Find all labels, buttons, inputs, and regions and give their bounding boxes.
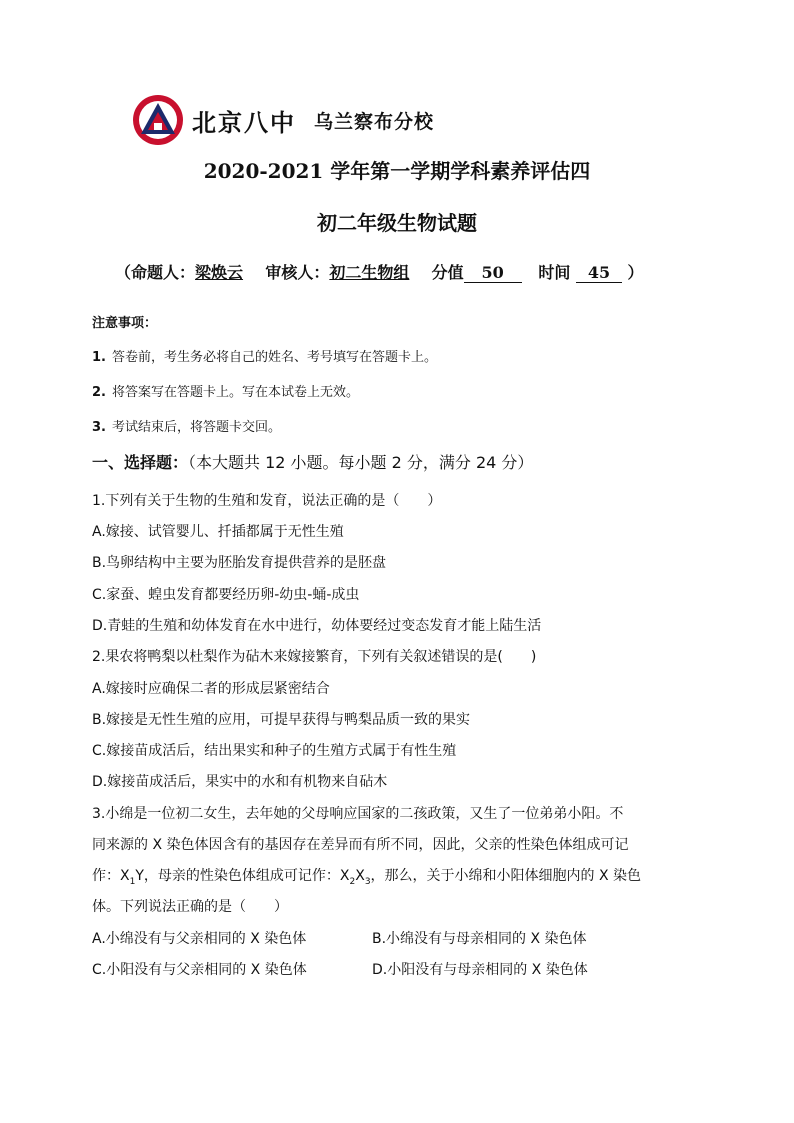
school-header [132,92,434,148]
time-label: 时间 [538,263,571,282]
notes-heading: 注意事项： [92,316,158,331]
reviewer-name: 初二生物组 [329,263,410,282]
exam-meta [115,260,644,283]
question-option: D.嫁接苗成活后，果实中的水和有机物来自砧木 [92,774,388,790]
school-emblem-icon [132,94,184,146]
question-option: A.嫁接、试管婴儿、扦插都属于无性生殖 [92,524,344,540]
author-label: 命题人： [131,263,196,282]
question-option: A.小绵没有与父亲相同的 X 染色体 [92,931,307,947]
campus-name: 乌兰察布分校 [314,110,435,133]
question-option: C.嫁接苗成活后，结出果实和种子的生殖方式属于有性生殖 [92,743,457,759]
meta-open: （ [115,263,132,282]
question-option: C.小阳没有与父亲相同的 X 染色体 [92,962,307,978]
question-option: A.嫁接时应确保二者的形成层紧密结合 [92,681,330,697]
note-item: 2. 将答案写在答题卡上。写在本试卷上无效。 [92,385,360,400]
section-title: 一、选择题： [92,453,189,472]
question-option: B.小绵没有与母亲相同的 X 染色体 [372,931,587,947]
note-item: 3. 考试结束后，将答题卡交回。 [92,420,282,435]
score-value: 50 [464,264,522,283]
reviewer-label: 审核人： [265,263,330,282]
exam-title: 2020-2021 学年第一学期学科素养评估四 [203,159,591,183]
question-option: D.青蛙的生殖和幼体发育在水中进行，幼体要经过变态发育才能上陆生活 [92,618,542,634]
question-stem: 2.果农将鸭梨以杜梨作为砧木来嫁接繁育，下列有关叙述错误的是( ) [92,649,537,665]
author-name: 梁焕云 [195,263,244,282]
time-value: 45 [576,264,622,283]
school-name: 北京八中 [192,107,296,137]
question-stem-line: 作：$X_1Y$，母亲的性染色体组成可记作：$X_2X_3$，那么，关于小绵和小阳体细胞内的 X 染色 [92,868,642,887]
score-label: 分值 [431,263,464,282]
question-option: D.小阳没有与母亲相同的 X 染色体 [372,962,588,978]
section-desc: （本大题共 12 小题。每小题 2 分，满分 24 分） [188,453,534,472]
question-option: B.嫁接是无性生殖的应用，可提早获得与鸭梨品质一致的果实 [92,712,471,728]
question-stem-line: 同来源的 X 染色体因含有的基因存在差异而有所不同，因此，父亲的性染色体组成可记 [92,837,629,853]
question-option: C.家蚕、蝗虫发育都要经历卵-幼虫-蛹-成虫 [92,587,360,603]
question-stem-line: 体。下列说法正确的是（ ） [92,899,288,915]
exam-subtitle: 初二年级生物试题 [317,211,477,235]
question-option: B.鸟卵结构中主要为胚胎发育提供营养的是胚盘 [92,555,387,571]
question-stem: 1.下列有关于生物的生殖和发育，说法正确的是（ ） [92,493,442,509]
question-stem-line: 3.小绵是一位初二女生，去年她的父母响应国家的二孩政策，又生了一位弟弟小阳。不 [92,806,624,822]
note-item: 1. 答卷前，考生务必将自己的姓名、考号填写在答题卡上。 [92,350,438,365]
section-header [92,450,533,473]
meta-close: ） [627,263,644,282]
